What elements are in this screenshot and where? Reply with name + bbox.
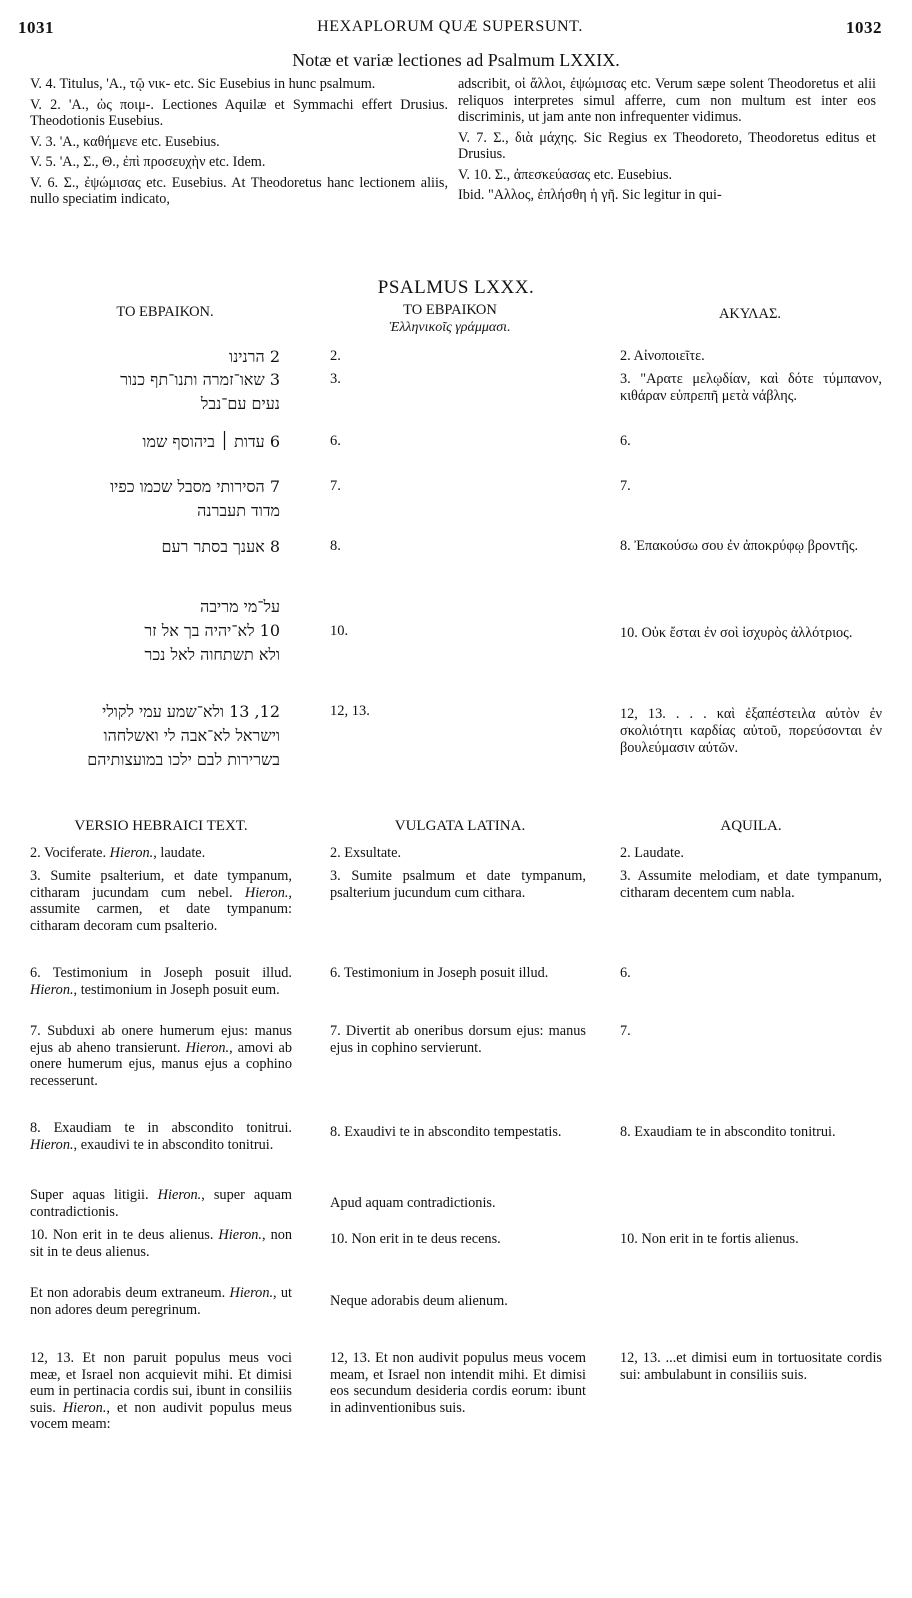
transliteration-verse-number: 12, 13. [330,703,370,719]
hebrew-line: בשרירות לבם ילכו במועצותיהם [87,750,280,769]
page-number-right: 1032 [846,18,882,37]
running-title: HEXAPLORUM QUÆ SUPERSUNT. [317,18,583,35]
aquila-greek-text: 8. Ἐπακούσω σου ἐν ἀποκρύφῳ βροντῆς. [620,538,859,554]
latin-hebrew-version-text: 6. Testimonium in Joseph posuit illud. Hieron., testimonium in Joseph posuit eum. [30,965,292,998]
latin-vulgate-text: 2. Exsultate. [330,845,402,861]
psalm-title: PSALMUS LXXX. [377,277,535,298]
latin-aquila-text: 12, 13. ...et dimisi eum in tortuositate cordis sui: ambulabunt in consiliis suis. [620,1350,882,1383]
latin-hebrew-version-text: 8. Exaudiam te in abscondito tonitrui. Hieron., exaudivi te in abscondito tonitrui. [30,1120,292,1153]
hebrew-line: 7 הסירותי מסבל שכמו כפיו [110,477,280,496]
latin-hebrew-version-text: 7. Subduxi ab onere humerum ejus: manus ejus ab aheno transierunt. Hieron., amovi ab onere humerum ejus, manus ejus a cophino recesserunt. [30,1023,293,1089]
running-header [18,18,882,40]
hebrew-line: 10 לא־יהיה בך אל זר [144,621,280,640]
latin-hebrew-version-text: 2. Vociferate. Hieron., laudate. [30,845,206,861]
latin-hebrew-version-text: Super aquas litigii. Hieron., super aquam contradictionis. [30,1187,292,1220]
note-paragraph: V. 6. Σ., ἐψώμισας etc. Eusebius. At Theodoretus hanc lectionem aliis, nullo speciatim indicato, [30,174,448,207]
latin-aquila-text: 8. Exaudiam te in abscondito tonitrui. [620,1124,836,1140]
latin-hebrew-version-text: 10. Non erit in te deus alienus. Hieron., non sit in te deus alienus. [30,1227,293,1260]
latin-aquila-text: 10. Non erit in te fortis alienus. [620,1231,799,1247]
latin-hebrew-version-text: 12, 13. Et non paruit populus meus voci meæ, et Israel non acquievit mihi. Et dimisi eum in pertinacia cordis sui, ibunt in consiliis suis. Hieron., et non audivit populus meus vocem meam: [30,1350,292,1432]
latin-vulgate-text: 10. Non erit in te deus recens. [330,1231,501,1247]
latin-vulgate-text: 3. Sumite psalmum et date tympanum, psalterium jucundum cum cithara. [330,868,586,901]
latin-aquila-text: 7. [620,1023,631,1039]
transliteration-verse-number: 8. [330,538,341,554]
page-number-left: 1031 [18,18,54,37]
note-paragraph: Ibid. "Αλλος, ἐπλήσθη ἡ γῆ. Sic legitur in qui- [458,187,722,203]
latin-aquila-text: 6. [620,965,631,981]
transliteration-verse-number: 2. [330,348,341,364]
latin-aquila-text: 2. Laudate. [620,845,684,861]
transliteration-verse-number: 6. [330,433,341,449]
transliteration-title: ΤΟ ΕΒΡΑΙΚΟΝ [403,302,497,318]
latin-header-version: VERSIO HEBRAICI TEXT. [74,818,248,834]
latin-header-aquila: AQUILA. [720,818,782,834]
hebrew-line: ולא תשתחוה לאל נכר [144,645,280,664]
note-paragraph: V. 10. Σ., ἀπεσκεύασας etc. Eusebius. [458,166,673,183]
notes-title: Notæ et variæ lectiones ad Psalmum LXXIX. [292,50,620,70]
latin-vulgate-text: 8. Exaudivi te in abscondito tempestatis. [330,1124,562,1140]
hebrew-line: 2 הרנינו [228,347,280,366]
column-header-hebrew: ΤΟ ΕΒΡΑΙΚΟΝ. [116,304,214,320]
latin-header-vulgate: VULGATA LATINA. [394,818,526,834]
latin-vulgate-text: Apud aquam contradictionis. [330,1195,496,1211]
hebrew-line: על־מי מריבה [200,597,280,616]
latin-vulgate-text: 7. Divertit ab oneribus dorsum ejus: manus ejus in cophino servierunt. [330,1023,586,1056]
hebrew-text [18,595,280,667]
aquila-greek-text: 6. [620,433,631,449]
transliteration-subtitle: Ἑλληνικοῖς γράμμασι. [389,320,511,335]
latin-vulgate-text: Neque adorabis deum alienum. [330,1293,508,1309]
note-paragraph: V. 5. 'A., Σ., Θ., ἐπὶ προσευχὴν etc. Idem. [30,154,266,170]
transliteration-verse-number: 10. [330,623,349,639]
aquila-greek-text: 3. "Αρατε μελῳδίαν, καὶ δότε τύμπανον, κιθάραν εὐπρεπῆ μετὰ νάβλης. [620,371,882,404]
hebrew-text [18,345,280,369]
aquila-greek-text: 7. [620,478,631,494]
notes-column-left [30,76,448,212]
hebrew-text [18,368,280,416]
note-paragraph: V. 7. Σ., διὰ μάχης. Sic Regius ex Theodoreto, Theodoretus editus et Drusius. [458,129,876,162]
note-paragraph: V. 3. 'A., καθήμενε etc. Eusebius. [30,133,220,150]
hebrew-text [18,535,280,559]
hebrew-line: 3 שאו־זמרה ותנו־תף כנור [120,370,280,389]
latin-hebrew-version-text: Et non adorabis deum extraneum. Hieron., ut non adores deum peregrinum. [30,1285,292,1318]
transliteration-verse-number: 7. [330,478,341,494]
latin-vulgate-text: 6. Testimonium in Joseph posuit illud. [330,965,549,981]
hebrew-text [18,430,280,454]
aquila-greek-text: 2. Αἰνοποιεῖτε. [620,348,705,364]
note-paragraph: V. 4. Titulus, 'A., τῷ νικ- etc. Sic Eusebius in hunc psalmum. [30,76,376,92]
hebrew-line: 12, 13 ולא־שמע עמי לקולי [102,702,280,721]
notes-column-right [458,76,876,208]
note-paragraph: adscribit, οἱ ἄλλοι, ἐψώμισας etc. Verum sæpe solent Theodoretus et alii reliquos interpretes simul afferre, cum non multum est inter eos discriminis, ut jam ante non infrequenter vidimus. [458,76,876,125]
note-paragraph: V. 2. 'A., ὡς ποιμ-. Lectiones Aquilæ et Symmachi effert Drusius. Theodotionis Eusebius. [30,96,448,129]
latin-hebrew-version-text: 3. Sumite psalterium, et date tympanum, citharam jucundam cum nebel. Hieron., assumite carmen, et date tympanum: citharam decoram cum psalterio. [30,868,292,934]
column-header-transliteration [330,302,570,336]
hebrew-text [18,700,280,772]
latin-vulgate-text: 12, 13. Et non audivit populus meus vocem meam, et Israel non intendit mihi. Et dimisi eos secundum desideria cordis eorum: ibunt in adinventionibus suis. [330,1350,586,1416]
aquila-greek-text: 10. Οὐκ ἔσται ἐν σοὶ ἰσχυρὸς ἀλλότριος. [620,625,853,641]
hebrew-line: נעים עם־נבל [200,394,280,413]
aquila-greek-text: 12, 13. . . . καὶ ἐξαπέστειλα αὐτὸν ἐν σκολιότητι καρδίας αὐτοῦ, πορεύσονται ἐν βουλεύμασιν αὐτῶν. [620,706,882,756]
hebrew-line: 8 אענך בסתר רעם [161,537,280,556]
hebrew-text [18,475,280,523]
hebrew-line: וישראל לא־אבה לי ואשלחהו [103,726,280,745]
column-header-aquila: ΑΚΥΛΑΣ. [718,306,782,322]
latin-aquila-text: 3. Assumite melodiam, et date tympanum, citharam decentem cum nabla. [620,868,882,901]
hebrew-line: 6 עדות ׀ ביהוסף שמו [142,432,280,451]
transliteration-verse-number: 3. [330,371,341,387]
hebrew-line: מדוד תעברנה [197,501,280,520]
